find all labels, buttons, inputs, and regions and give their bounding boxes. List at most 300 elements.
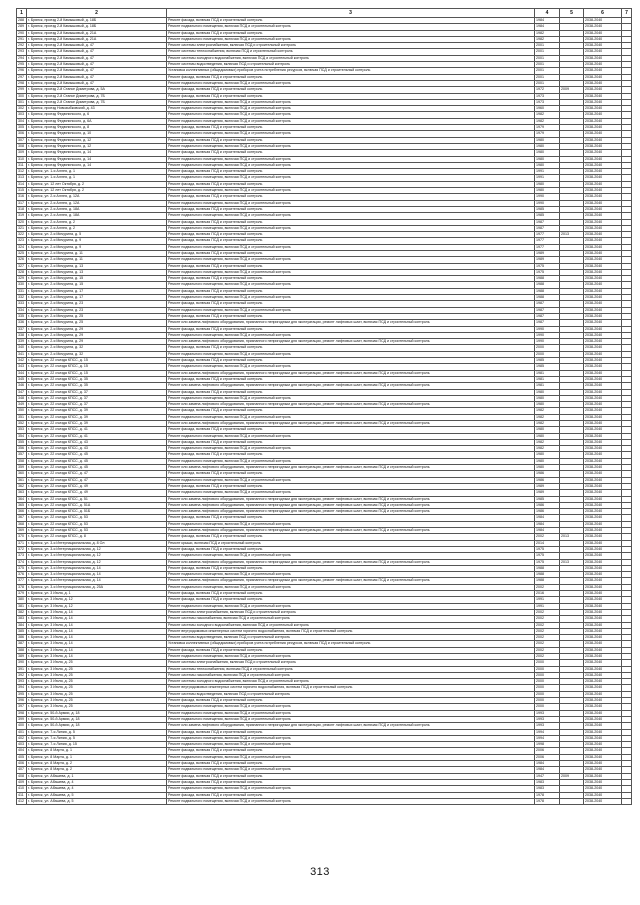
period-cell: 2038-2040 [584,716,622,722]
address-cell: г. Брянск, ул. 2-я Мичурина, д. 9 [27,244,167,250]
work-type-cell: Ремонт крыши, включая ПСД и строительный контроль [167,540,535,546]
row-number: 347 [17,389,27,395]
row-number: 342 [17,358,27,364]
period-cell: 2038-2040 [584,767,622,773]
year-built-cell: 1980 [535,402,560,408]
year-built-cell: 1987 [535,320,560,326]
row-number: 330 [17,282,27,288]
period-cell: 2038-2040 [584,641,622,647]
period-cell: 2038-2040 [584,427,622,433]
row-number: 295 [17,62,27,68]
work-type-cell: Ремонт подвального помещения, включая ПСД и строительный контроль [167,257,535,263]
year-built-cell: 2006 [535,754,560,760]
year-built-cell: 1978 [535,792,560,798]
year-built-cell: 1981 [535,370,560,376]
address-cell: г. Брянск, проезд Федюнинского, д. 6 [27,112,167,118]
row-number: 385 [17,628,27,634]
year-built-cell: 1982 [535,439,560,445]
address-cell: г. Брянск, ул. 3 Июля, д. 25 [27,666,167,672]
year-built-cell: 1972 [535,87,560,93]
period-cell: 2038-2040 [584,553,622,559]
row-number: 359 [17,465,27,471]
row-number: 322 [17,232,27,238]
year-repaired-cell [560,798,584,804]
address-cell: г. Брянск, ул. 22 съезда КПСС, д. 8 [27,534,167,540]
row-number: 373 [17,553,27,559]
period-cell: 2038-2040 [584,326,622,332]
address-cell: г. Брянск, ул. 22 съезда КПСС, д. 51Б [27,509,167,515]
year-built-cell: 1975 [535,553,560,559]
year-built-cell: 1990 [535,339,560,345]
work-type-cell: Ремонт фасада, включая ПСД и строительный контроль [167,471,535,477]
year-built-cell: 2001 [535,80,560,86]
row-number: 357 [17,452,27,458]
address-cell: г. Брянск, проезд 2-й Камышовый, д. 47 [27,74,167,80]
row-number: 326 [17,257,27,263]
period-cell: 2038-2040 [584,761,622,767]
row-number: 348 [17,395,27,401]
row-number: 356 [17,446,27,452]
row-number: 407 [17,767,27,773]
work-type-cell: Ремонт фасада, включая ПСД и строительный контроль [167,345,535,351]
row-number: 306 [17,131,27,137]
row-number: 319 [17,213,27,219]
address-cell: г. Брянск, ул. 2-я Мичурина, д. 23 [27,301,167,307]
work-type-cell: Ремонт подвального помещения, включая ПСД и строительный контроль [167,118,535,124]
row-number: 396 [17,698,27,704]
address-cell: г. Брянск, ул. 1-я Аллея, д. 1 [27,175,167,181]
row-number: 340 [17,345,27,351]
address-cell: г. Брянск, проезд 2-й Камышовый, д. 21А [27,36,167,42]
period-cell: 2038-2040 [584,515,622,521]
year-built-cell: 2000 [535,691,560,697]
address-cell: г. Брянск, ул. 8 Марта, д. 2 [27,761,167,767]
period-cell: 2038-2040 [584,137,622,143]
row-number: 300 [17,93,27,99]
address-cell: г. Брянск, проезд 2-й Камышовый, д. 18Б [27,18,167,24]
address-cell: г. Брянск, ул. 22 съезда КПСС, д. 47 [27,471,167,477]
row-number: 371 [17,540,27,546]
address-cell: г. Брянск, ул. 2-я Мичурина, д. 25 [27,313,167,319]
row-number: 328 [17,269,27,275]
row-number: 303 [17,112,27,118]
year-built-cell: 1979 [535,131,560,137]
year-repaired-cell: 2013 [560,534,584,540]
year-built-cell: 1977 [535,244,560,250]
work-type-cell: Ремонт подвального помещения, включая ПСД и строительный контроль [167,458,535,464]
work-type-cell: Ремонт подвального помещения, включая ПСД и строительный контроль [167,553,535,559]
address-cell: г. Брянск, проезд 2-й Камышовый, д. 21А [27,30,167,36]
address-cell: г. Брянск, ул. 22 съезда КПСС, д. 37 [27,395,167,401]
work-type-cell: Ремонт или замена лифтового оборудования, признанного непригодным для эксплуатации, ремонт лифтовых шахт, включая ПСД и строительный контроль [167,496,535,502]
address-cell: г. Брянск, ул. 2-я Мичурина, д. 5 [27,232,167,238]
row-number: 343 [17,364,27,370]
page-number: 313 [310,866,330,878]
work-type-cell: Ремонт подвального помещения, включая ПСД и строительный контроль [167,282,535,288]
address-cell: г. Брянск, ул. Абашева, д. 4 [27,786,167,792]
work-type-cell: Ремонт фасада, включая ПСД и строительный контроль [167,591,535,597]
address-cell: г. Брянск, ул. 7-я Линия, д. 5 [27,735,167,741]
period-cell: 2038-2040 [584,691,622,697]
work-type-cell: Ремонт системы электроснабжения, включая ПСД и строительный контроль [167,43,535,49]
work-type-cell: Ремонт фасада, включая ПСД и строительный контроль [167,313,535,319]
period-cell: 2038-2040 [584,68,622,74]
work-type-cell: Ремонт или замена лифтового оборудования, признанного непригодным для эксплуатации, ремонт лифтовых шахт, включая ПСД и строительный контроль [167,370,535,376]
address-cell: г. Брянск, ул. Абашева, д. 4 [27,779,167,785]
year-built-cell: 1990 [535,332,560,338]
period-cell: 2038-2040 [584,24,622,30]
year-built-cell: 2001 [535,68,560,74]
year-built-cell: 1980 [535,156,560,162]
row-number: 411 [17,792,27,798]
address-cell: г. Брянск, ул. 22 съезда КПСС, д. 43 [27,439,167,445]
address-cell: г. Брянск, ул. 22 съезда КПСС, д. 15 [27,358,167,364]
address-cell: г. Брянск, ул. 3-я Интернациональная, д. 14 [27,578,167,584]
period-cell: 2038-2040 [584,723,622,729]
work-type-cell: Ремонт системы электроснабжения, включая ПСД и строительный контроль [167,660,535,666]
work-type-cell: Ремонт фасада, включая ПСД и строительный контроль [167,515,535,521]
row-number: 312 [17,169,27,175]
address-cell: г. Брянск, ул. 2-я Мичурина, д. 11 [27,250,167,256]
row-number: 377 [17,578,27,584]
period-cell: 2038-2040 [584,754,622,760]
address-cell: г. Брянск, ул. 3 Июля, д. 25 [27,698,167,704]
row-number: 368 [17,521,27,527]
year-built-cell: 1980 [535,389,560,395]
year-built-cell: 1984 [535,528,560,534]
row-number: 364 [17,496,27,502]
address-cell: г. Брянск, ул. 7-я Линия, д. 15 [27,742,167,748]
address-cell: г. Брянск, проезд 2-й Станке Димитрова, д. 7Б [27,99,167,105]
period-cell: 2038-2040 [584,742,622,748]
address-cell: г. Брянск, ул. Абашева, д. 1 [27,773,167,779]
period-cell: 2038-2040 [584,597,622,603]
work-type-cell: Ремонт подвального помещения, включая ПСД и строительный контроль [167,490,535,496]
address-cell: г. Брянск, ул. 2-я Мичурина, д. 32 [27,351,167,357]
address-cell: г. Брянск, ул. 22 съезда КПСС, д. 35 [27,376,167,382]
work-type-cell: Ремонт фасада, включая ПСД и строительный контроль [167,698,535,704]
period-cell: 2038-2040 [584,389,622,395]
row-number: 289 [17,24,27,30]
year-built-cell: 1978 [535,798,560,804]
year-built-cell: 1998 [535,742,560,748]
year-built-cell: 1982 [535,421,560,427]
year-built-cell: 1960 [535,106,560,112]
period-cell: 2038-2040 [584,55,622,61]
work-type-cell: Ремонт подвального помещения, включая ПСД и строительный контроль [167,364,535,370]
address-cell: г. Брянск, проезд 2-й Камышовый, д. 18Б [27,24,167,30]
work-type-cell: Ремонт подвального помещения, включая ПСД и строительный контроль [167,446,535,452]
work-type-cell: Ремонт фасада, включая ПСД и строительный контроль [167,301,535,307]
address-cell: г. Брянск, проезд Федюнинского, д. 14 [27,156,167,162]
period-cell: 2038-2040 [584,244,622,250]
period-cell: 2038-2040 [584,225,622,231]
year-built-cell: 1984 [535,18,560,24]
work-type-cell: Ремонт подвального помещения, включая ПСД и строительный контроль [167,754,535,760]
work-type-cell: Ремонт или замена лифтового оборудования, признанного непригодным для эксплуатации, ремонт лифтовых шахт, включая ПСД и строительный контроль [167,578,535,584]
year-built-cell: 1985 [535,206,560,212]
table-header-row [17,9,632,18]
address-cell: г. Брянск, ул. 3 Июля, д. 14 [27,609,167,615]
period-cell: 2038-2040 [584,143,622,149]
period-cell: 2038-2040 [584,345,622,351]
row-number: 401 [17,729,27,735]
period-cell: 2038-2040 [584,339,622,345]
work-type-cell: Ремонт фасада, включая ПСД и строительный контроль [167,263,535,269]
year-built-cell: 2000 [535,672,560,678]
work-type-cell: Ремонт подвального помещения, включая ПСД и строительный контроль [167,225,535,231]
work-type-cell: Ремонт системы газоснабжения, включая ПСД и строительный контроль [167,616,535,622]
address-cell: г. Брянск, ул. 50-й Армии, д. 18 [27,716,167,722]
period-cell: 2038-2040 [584,735,622,741]
period-cell: 2038-2040 [584,603,622,609]
year-built-cell: 1988 [535,572,560,578]
row-number: 307 [17,137,27,143]
work-type-cell: Ремонт фасада, включая ПСД и строительный контроль [167,439,535,445]
address-cell: г. Брянск, ул. 3 Июля, д. 25 [27,672,167,678]
period-cell: 2038-2040 [584,628,622,634]
work-type-cell: Ремонт фасада, включая ПСД и строительный контроль [167,427,535,433]
period-cell: 2038-2040 [584,773,622,779]
row-number: 297 [17,74,27,80]
row-number: 410 [17,786,27,792]
address-cell: г. Брянск, ул. 2-я Мичурина, д. 29 [27,326,167,332]
period-cell: 2038-2040 [584,269,622,275]
period-cell: 2038-2040 [584,402,622,408]
row-number: 387 [17,641,27,647]
period-cell: 2038-2040 [584,792,622,798]
row-number: 329 [17,276,27,282]
address-cell: г. Брянск, ул. 22 съезда КПСС, д. 49 [27,490,167,496]
address-cell: г. Брянск, ул. 22 съезда КПСС, д. 41 [27,433,167,439]
year-built-cell: 1986 [535,471,560,477]
period-cell: 2038-2040 [584,181,622,187]
work-type-cell: Ремонт фасада, включая ПСД и строительный контроль [167,761,535,767]
row-number: 386 [17,635,27,641]
work-type-cell: Ремонт фасада, включая ПСД и строительный контроль [167,452,535,458]
work-type-cell: Ремонт фасада, включая ПСД и строительный контроль [167,647,535,653]
year-built-cell: 2002 [535,635,560,641]
year-built-cell: 1990 [535,194,560,200]
year-built-cell: 1980 [535,395,560,401]
year-built-cell: 1987 [535,219,560,225]
row-number: 355 [17,439,27,445]
work-type-cell: Ремонт фасада, включая ПСД и строительный контроль [167,748,535,754]
row-number: 294 [17,55,27,61]
period-cell: 2038-2040 [584,622,622,628]
period-cell: 2038-2040 [584,528,622,534]
column-header: 7 [622,9,632,18]
address-cell: г. Брянск, проезд 2-й Станке Димитрова, д. 5А [27,87,167,93]
period-cell: 2038-2040 [584,779,622,785]
row-number: 403 [17,742,27,748]
address-cell: г. Брянск, ул. 3 Июля, д. 14 [27,622,167,628]
work-type-cell: Ремонт фасада, включая ПСД и строительный контроль [167,483,535,489]
address-cell: г. Брянск, ул. 3 Июля, д. 1 [27,591,167,597]
address-cell: г. Брянск, ул. 2-я Мичурина, д. 11 [27,257,167,263]
year-built-cell: 2002 [535,534,560,540]
address-cell: г. Брянск, проезд Федюнинского, д. 14 [27,162,167,168]
address-cell: г. Брянск, ул. 8 Марта, д. 1 [27,748,167,754]
address-cell: г. Брянск, ул. 3-я Интернациональная, д. 12 [27,546,167,552]
year-built-cell: 2002 [535,653,560,659]
year-built-cell: 1975 [535,559,560,565]
period-cell: 2038-2040 [584,559,622,565]
row-number: 365 [17,502,27,508]
period-cell: 2038-2040 [584,546,622,552]
row-number: 299 [17,87,27,93]
address-cell: г. Брянск, проезд 2-й Камышовый, д. 47 [27,43,167,49]
address-cell: г. Брянск, ул. 3-я Интернациональная, д. 12 [27,553,167,559]
year-built-cell: 1986 [535,509,560,515]
work-type-cell: Ремонт или замена лифтового оборудования, признанного непригодным для эксплуатации, ремонт лифтовых шахт, включая ПСД и строительный контроль [167,502,535,508]
row-number: 376 [17,572,27,578]
period-cell: 2038-2040 [584,635,622,641]
address-cell: г. Брянск, ул. 2-я Мичурина, д. 9 [27,238,167,244]
year-built-cell: 2000 [535,698,560,704]
year-built-cell: 2001 [535,74,560,80]
row-number: 349 [17,402,27,408]
period-cell: 2038-2040 [584,729,622,735]
period-cell: 2038-2040 [584,156,622,162]
year-repaired-cell: 2009 [560,773,584,779]
work-type-cell: Ремонт подвального помещения, включая ПСД и строительный контроль [167,162,535,168]
address-cell: г. Брянск, ул. 50-й Армии, д. 18 [27,710,167,716]
year-built-cell: 1994 [535,735,560,741]
row-number: 400 [17,723,27,729]
year-built-cell: 1985 [535,364,560,370]
period-cell: 2038-2040 [584,672,622,678]
year-built-cell: 1980 [535,143,560,149]
work-type-cell: Ремонт фасада, включая ПСД и строительный контроль [167,597,535,603]
period-cell: 2038-2040 [584,653,622,659]
address-cell: г. Брянск, ул. 22 съезда КПСС, д. 39 [27,408,167,414]
address-cell: г. Брянск, ул. 22 съезда КПСС, д. 51 [27,496,167,502]
period-cell: 2038-2040 [584,112,622,118]
address-cell: г. Брянск, ул. 22 съезда КПСС, д. 39 [27,421,167,427]
address-cell: г. Брянск, ул. 3 Июля, д. 14 [27,616,167,622]
year-built-cell: 1977 [535,238,560,244]
row-number: 406 [17,761,27,767]
address-cell: г. Брянск, ул. 3-я Интернациональная, д. 8 Ол [27,540,167,546]
year-built-cell: 1990 [535,326,560,332]
period-cell: 2038-2040 [584,540,622,546]
address-cell: г. Брянск, ул. 7-я Линия, д. 5 [27,729,167,735]
year-built-cell: 1980 [535,137,560,143]
work-type-cell: Ремонт фасада, включая ПСД и строительный контроль [167,181,535,187]
work-type-cell: Ремонт подвального помещения, включая ПСД и строительный контроль [167,351,535,357]
row-number: 354 [17,433,27,439]
period-cell: 2038-2040 [584,591,622,597]
work-type-cell: Ремонт подвального помещения, включая ПСД и строительный контроль [167,188,535,194]
period-cell: 2038-2040 [584,704,622,710]
row-number: 383 [17,616,27,622]
address-cell: г. Брянск, ул. 12 лет Октября, д. 2 [27,181,167,187]
row-number: 315 [17,188,27,194]
work-type-cell: Ремонт фасада, включая ПСД и строительный контроль [167,389,535,395]
row-number: 334 [17,307,27,313]
address-cell: г. Брянск, ул. 2-я Мичурина, д. 23 [27,307,167,313]
work-type-cell: Ремонт системы холодного водоснабжения, включая ПСД и строительный контроль [167,679,535,685]
row-number: 390 [17,660,27,666]
address-cell: г. Брянск, проезд Федюнинского, д. 12 [27,137,167,143]
period-cell: 2038-2040 [584,421,622,427]
period-cell: 2038-2040 [584,446,622,452]
address-cell: г. Брянск, ул. 22 съезда КПСС, д. 37 [27,389,167,395]
address-cell: г. Брянск, ул. 3 Июля, д. 12 [27,603,167,609]
work-type-cell: Ремонт подвального помещения, включая ПСД и строительный контроль [167,767,535,773]
address-cell: г. Брянск, проезд 2-й Камышовый, д. 47 [27,49,167,55]
period-cell: 2038-2040 [584,188,622,194]
row-number: 339 [17,339,27,345]
year-built-cell: 1993 [535,716,560,722]
work-type-cell: Ремонт или замена лифтового оборудования, признанного непригодным для эксплуатации, ремонт лифтовых шахт, включая ПСД и строительный контроль [167,421,535,427]
work-type-cell: Установка коллективных (общедомовых) приборов учета потребления ресурсов, включая ПСД и строительный контроль [167,68,535,74]
year-built-cell: 1982 [535,36,560,42]
address-cell: г. Брянск, проезд Федюнинского, д. 8 [27,125,167,131]
row-number: 332 [17,295,27,301]
row-number: 333 [17,301,27,307]
period-cell: 2038-2040 [584,87,622,93]
year-built-cell: 1991 [535,175,560,181]
period-cell: 2038-2040 [584,232,622,238]
work-type-cell: Ремонт системы теплоснабжения, включая ПСД и строительный контроль [167,666,535,672]
address-cell: г. Брянск, проезд Федюнинского, д. 14 [27,150,167,156]
period-cell: 2038-2040 [584,685,622,691]
row-number: 351 [17,414,27,420]
year-built-cell: 1987 [535,307,560,313]
work-type-cell: Ремонт фасада, включая ПСД и строительный контроль [167,169,535,175]
period-cell: 2038-2040 [584,490,622,496]
period-cell: 2038-2040 [584,351,622,357]
address-cell: г. Брянск, ул. 50-й Армии, д. 18 [27,723,167,729]
row-number: 382 [17,609,27,615]
row-number: 397 [17,704,27,710]
year-built-cell: 1980 [535,465,560,471]
empty-cell [622,798,632,804]
year-built-cell: 1980 [535,150,560,156]
address-cell: г. Брянск, ул. 2-я Мичурина, д. 15 [27,276,167,282]
address-cell: г. Брянск, ул. 1-я Аллея, д. 1 [27,169,167,175]
address-cell: г. Брянск, ул. 2-я Мичурина, д. 25 [27,320,167,326]
work-type-cell: Ремонт фасада, включая ПСД и строительный контроль [167,773,535,779]
year-built-cell: 2001 [535,62,560,68]
work-type-cell: Ремонт фасада, включая ПСД и строительный контроль [167,358,535,364]
period-cell: 2038-2040 [584,679,622,685]
address-cell: г. Брянск, проезд 2-й Станке Димитрова, д. 7Б [27,93,167,99]
period-cell: 2038-2040 [584,698,622,704]
period-cell: 2038-2040 [584,162,622,168]
work-type-cell: Ремонт фасада, включая ПСД и строительный контроль [167,238,535,244]
year-built-cell: 2014 [535,540,560,546]
period-cell: 2038-2040 [584,74,622,80]
period-cell: 2038-2040 [584,376,622,382]
row-number: 378 [17,584,27,590]
row-number: 337 [17,326,27,332]
row-number: 392 [17,672,27,678]
year-built-cell: 2000 [535,351,560,357]
address-cell: г. Брянск, ул. 3-я Интернациональная, д. 25А [27,584,167,590]
work-type-cell: Ремонт внутридомовых инженерных систем горячего водоснабжения, включая ПСД и строительный контроль [167,628,535,634]
work-type-cell: Ремонт подвального помещения, включая ПСД и строительный контроль [167,653,535,659]
work-type-cell: Ремонт подвального помещения, включая ПСД и строительный контроль [167,295,535,301]
address-cell: г. Брянск, ул. Абашева, д. 5 [27,792,167,798]
work-type-cell: Ремонт или замена лифтового оборудования, признанного непригодным для эксплуатации, ремонт лифтовых шахт, включая ПСД и строительный контроль [167,383,535,389]
year-repaired-cell: 2009 [560,87,584,93]
period-cell: 2038-2040 [584,798,622,804]
work-type-cell: Ремонт подвального помещения, включая ПСД и строительный контроль [167,433,535,439]
year-built-cell: 2000 [535,679,560,685]
